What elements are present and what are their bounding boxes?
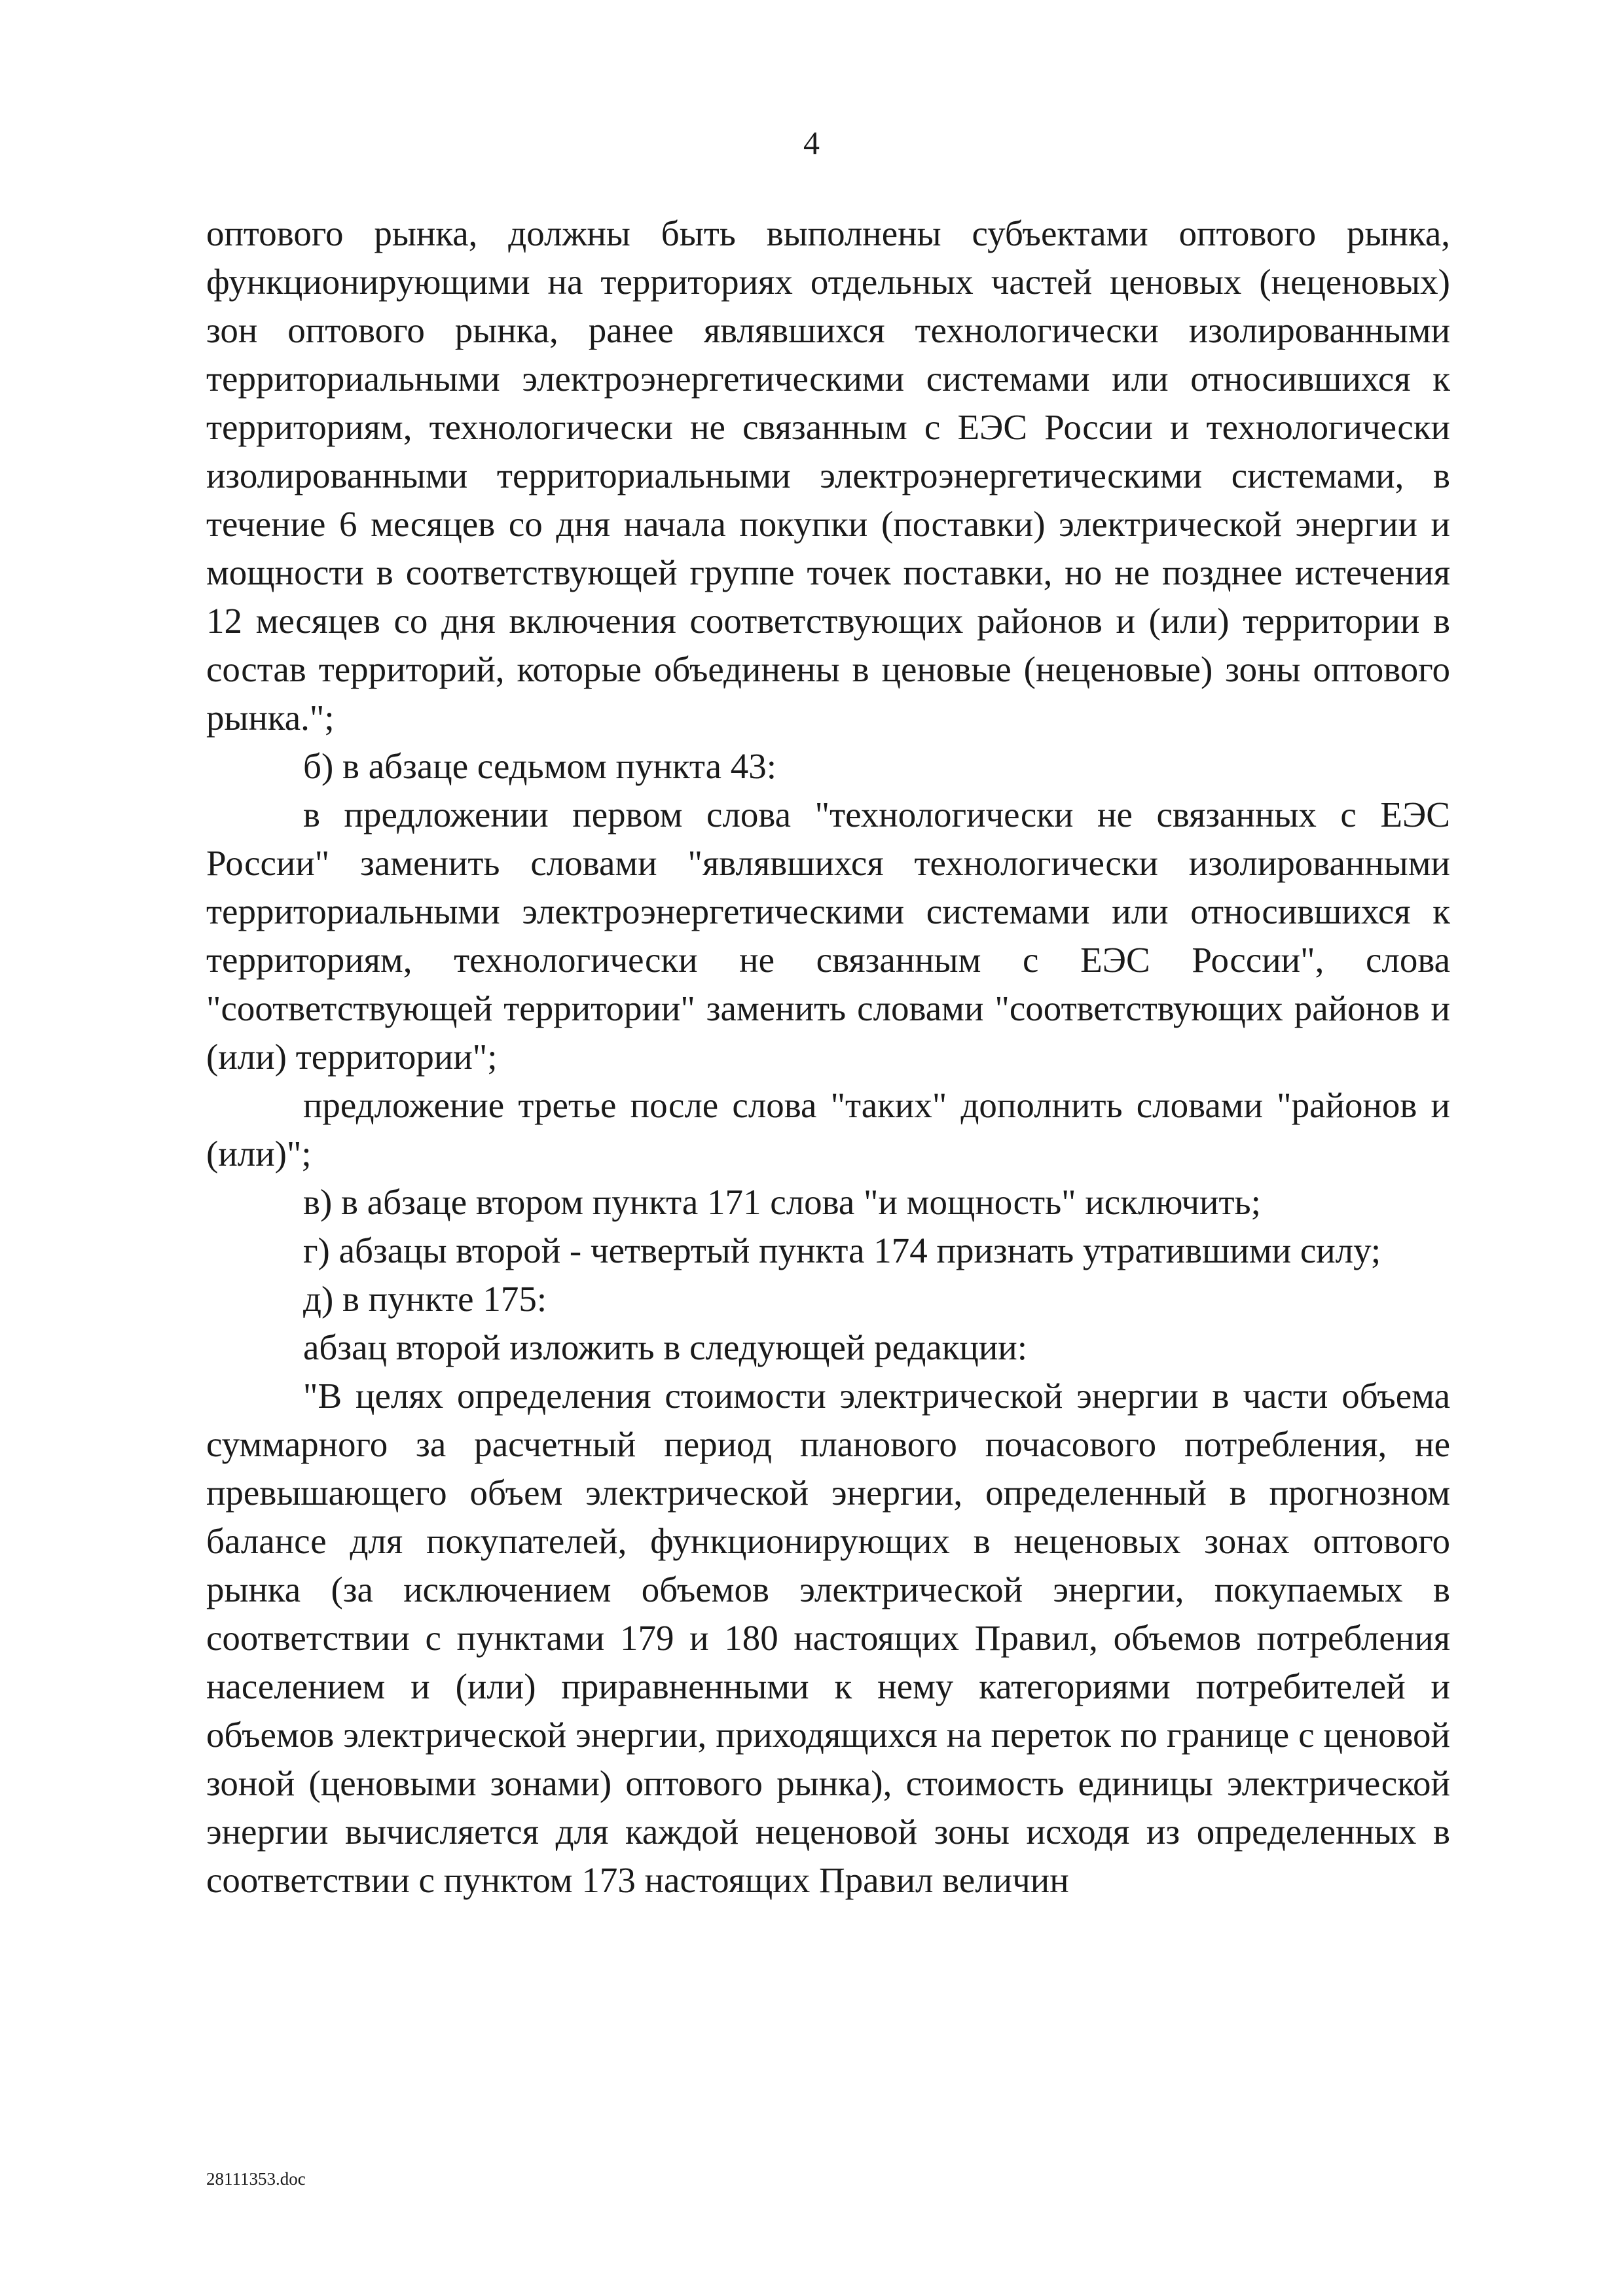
paragraph-continuation: оптового рынка, должны быть выполнены субъектами оптового рынка, функционирующими на территориях отдельных частей ценовых (неценовых) зон оптового рынка, ранее являвшихся технологически изолированными территориальными электроэнергетическими системами или относившихся к территориям, технологически не связанным с ЕЭС России и технологически изолированными территориальными электроэнергетическими системами, в течение 6 месяцев со дня начала покупки (поставки) электрической энергии и мощности в соответствующей группе точек поставки, но не позднее истечения 12 месяцев со дня включения соответствующих районов и (или) территории в состав территорий, которые объединены в ценовые (неценовые) зоны оптового рынка.";: [206, 213, 1450, 738]
paragraph-item-v: в) в абзаце втором пункта 171 слова "и мощность" исключить;: [303, 1182, 1261, 1222]
paragraph-quoted-text: "В целях определения стоимости электрической энергии в части объема суммарного за расчетный период планового почасового потребления, не превышающего объем электрической энергии, определенный в прогнозном балансе для покупателей, функционирующих в неценовых зонах оптового рынка (за исключением объемов электрической энергии, покупаемых в соответствии с пунктами 179 и 180 настоящих Правил, объемов потребления населением и (или) приравненными к нему категориями потребителей и объемов электрической энергии, приходящихся на переток по границе с ценовой зоной (ценовыми зонами) оптового рынка), стоимость единицы электрической энергии вычисляется для каждой неценовой зоны исходя из определенных в соответствии с пунктом 173 настоящих Правил величин: [206, 1376, 1450, 1900]
page-number: 4: [803, 124, 820, 161]
paragraph-item-g: г) абзацы второй - четвертый пункта 174 признать утратившими силу;: [303, 1230, 1381, 1270]
document-file-id: 28111353.doc: [206, 2169, 306, 2189]
paragraph-new-wording: абзац второй изложить в следующей редакции:: [303, 1327, 1028, 1367]
paragraph-amendment-first-sentence: в предложении первом слова "технологически не связанных с ЕЭС России" заменить словами "являвшихся технологически изолированными территориальными электроэнергетическими системами или относившихся к территориям, технологически не связанным с ЕЭС России", слова "соответствующей территории" заменить словами "соответствующих районов и (или) территории";: [206, 795, 1450, 1077]
document-body: [206, 209, 1450, 1905]
paragraph-amendment-third-sentence: предложение третье после слова "таких" дополнить словами "районов и (или)";: [206, 1085, 1450, 1174]
paragraph-item-d: д) в пункте 175:: [303, 1279, 547, 1319]
paragraph-item-b: б) в абзаце седьмом пункта 43:: [303, 746, 777, 786]
